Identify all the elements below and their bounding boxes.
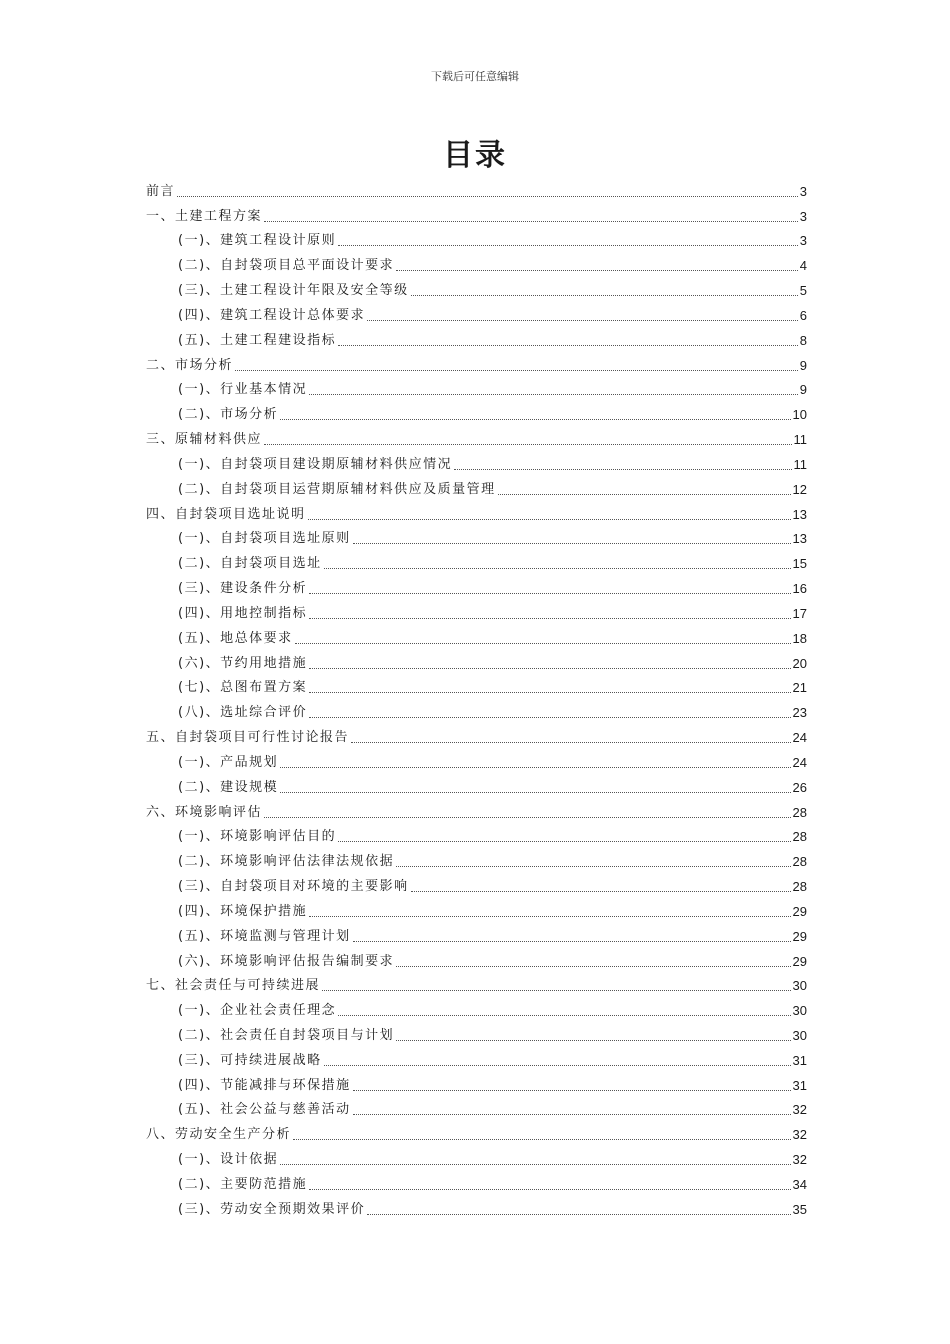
toc-entry-page-number: 26 (792, 779, 807, 795)
toc-entry[interactable] (146, 1119, 807, 1144)
toc-entry-label: (一)、设计依据 (178, 1152, 279, 1168)
toc-entry-label: (五)、土建工程建设指标 (178, 332, 337, 348)
toc-dot-leader (264, 444, 791, 445)
toc-dot-leader (353, 1114, 791, 1115)
toc-entry[interactable] (146, 325, 807, 350)
toc-entry-label: 前言 (146, 183, 176, 199)
toc-dot-leader (308, 519, 791, 520)
toc-entry-page-number: 30 (792, 978, 807, 994)
toc-entry-label: 二、市场分析 (146, 357, 234, 373)
toc-dot-leader (338, 345, 798, 346)
toc-dot-leader (280, 419, 790, 420)
toc-dot-leader (351, 742, 791, 743)
toc-entry-page-number: 3 (799, 208, 807, 224)
toc-dot-leader (309, 593, 790, 594)
toc-entry-label: (六)、节约用地措施 (178, 655, 308, 671)
toc-entry[interactable] (146, 176, 807, 201)
toc-entry-page-number: 24 (792, 754, 807, 770)
toc-dot-leader (411, 891, 791, 892)
toc-entry-page-number: 35 (792, 1201, 807, 1217)
toc-dot-leader (396, 1040, 790, 1041)
toc-entry-label: (一)、自封袋项目建设期原辅材料供应情况 (178, 456, 453, 472)
toc-entry[interactable] (146, 548, 807, 573)
toc-entry[interactable] (146, 1144, 807, 1169)
toc-entry[interactable] (146, 1070, 807, 1095)
toc-entry[interactable] (146, 797, 807, 822)
toc-entry[interactable] (146, 1045, 807, 1070)
toc-dot-leader (338, 841, 790, 842)
toc-dot-leader (324, 568, 791, 569)
toc-entry-page-number: 5 (799, 283, 807, 299)
toc-dot-leader (309, 668, 790, 669)
toc-entry-label: (六)、环境影响评估报告编制要求 (178, 953, 395, 969)
toc-dot-leader (235, 370, 798, 371)
toc-entry[interactable] (146, 350, 807, 375)
toc-entry[interactable] (146, 946, 807, 971)
toc-entry-page-number: 28 (792, 879, 807, 895)
toc-entry-label: 一、土建工程方案 (146, 208, 263, 224)
toc-entry-label: (一)、环境影响评估目的 (178, 829, 337, 845)
toc-entry-page-number: 12 (792, 481, 807, 497)
toc-entry[interactable] (146, 673, 807, 698)
toc-entry[interactable] (146, 300, 807, 325)
toc-entry-page-number: 16 (792, 581, 807, 597)
toc-entry-label: (二)、自封袋项目选址 (178, 556, 322, 572)
toc-entry[interactable] (146, 250, 807, 275)
toc-entry-page-number: 9 (799, 357, 807, 373)
toc-entry-label: 四、自封袋项目选址说明 (146, 506, 306, 522)
toc-entry[interactable] (146, 1169, 807, 1194)
toc-dot-leader (309, 394, 798, 395)
toc-entry-label: (三)、自封袋项目对环境的主要影响 (178, 879, 409, 895)
toc-entry-label: 八、劳动安全生产分析 (146, 1127, 292, 1143)
toc-dot-leader (353, 543, 791, 544)
toc-entry-label: (四)、用地控制指标 (178, 605, 308, 621)
toc-entry-label: (二)、自封袋项目运营期原辅材料供应及质量管理 (178, 481, 496, 497)
toc-dot-leader (367, 320, 798, 321)
toc-entry[interactable] (146, 822, 807, 847)
toc-dot-leader (338, 245, 798, 246)
toc-entry[interactable] (146, 871, 807, 896)
toc-entry-label: (一)、建筑工程设计原则 (178, 233, 337, 249)
toc-entry-label: 五、自封袋项目可行性讨论报告 (146, 730, 350, 746)
toc-entry-page-number: 4 (799, 258, 807, 274)
toc-entry-label: (二)、主要防范措施 (178, 1176, 308, 1192)
toc-entry[interactable] (146, 1020, 807, 1045)
toc-dot-leader (338, 1015, 790, 1016)
toc-entry[interactable] (146, 499, 807, 524)
toc-entry-page-number: 13 (792, 506, 807, 522)
toc-entry-page-number: 13 (792, 531, 807, 547)
toc-dot-leader (353, 1090, 791, 1091)
toc-entry-page-number: 31 (792, 1052, 807, 1068)
toc-entry-page-number: 32 (792, 1127, 807, 1143)
toc-dot-leader (264, 817, 791, 818)
toc-entry-label: (五)、环境监测与管理计划 (178, 928, 351, 944)
toc-dot-leader (309, 717, 790, 718)
toc-entry[interactable] (146, 275, 807, 300)
toc-dot-leader (396, 866, 790, 867)
toc-dot-leader (324, 1065, 791, 1066)
toc-entry-page-number: 30 (792, 1003, 807, 1019)
toc-entry-page-number: 24 (792, 730, 807, 746)
toc-entry-label: 三、原辅材料供应 (146, 432, 263, 448)
toc-entry[interactable] (146, 201, 807, 226)
toc-entry-page-number: 30 (792, 1027, 807, 1043)
toc-entry[interactable] (146, 921, 807, 946)
toc-entry-label: (二)、建设规模 (178, 779, 279, 795)
toc-entry-label: (一)、企业社会责任理念 (178, 1003, 337, 1019)
toc-dot-leader (280, 1164, 790, 1165)
toc-dot-leader (322, 990, 791, 991)
toc-entry-label: (三)、建设条件分析 (178, 581, 308, 597)
toc-dot-leader (353, 941, 791, 942)
toc-entry-label: (五)、社会公益与慈善活动 (178, 1102, 351, 1118)
toc-entry-label: (四)、节能减排与环保措施 (178, 1077, 351, 1093)
toc-entry[interactable] (146, 995, 807, 1020)
toc-entry-label: (四)、环境保护措施 (178, 903, 308, 919)
toc-entry[interactable] (146, 772, 807, 797)
toc-entry-page-number: 3 (799, 233, 807, 249)
toc-entry[interactable] (146, 474, 807, 499)
toc-entry-page-number: 10 (792, 407, 807, 423)
toc-entry[interactable] (146, 747, 807, 772)
toc-entry[interactable] (146, 424, 807, 449)
toc-entry[interactable] (146, 722, 807, 747)
toc-entry[interactable] (146, 399, 807, 424)
toc-entry-page-number: 20 (792, 655, 807, 671)
toc-entry[interactable] (146, 375, 807, 400)
toc-entry[interactable] (146, 1095, 807, 1120)
toc-entry-page-number: 21 (792, 680, 807, 696)
toc-entry-page-number: 34 (792, 1176, 807, 1192)
toc-dot-leader (396, 270, 798, 271)
toc-entry-page-number: 9 (799, 382, 807, 398)
toc-entry[interactable] (146, 1194, 807, 1219)
toc-entry-page-number: 17 (792, 605, 807, 621)
toc-dot-leader (309, 692, 790, 693)
toc-entry-label: (三)、劳动安全预期效果评价 (178, 1201, 366, 1217)
toc-entry-label: (四)、建筑工程设计总体要求 (178, 307, 366, 323)
toc-entry-page-number: 18 (792, 630, 807, 646)
toc-entry-page-number: 6 (799, 307, 807, 323)
toc-entry-label: 七、社会责任与可持续进展 (146, 978, 321, 994)
toc-entry-page-number: 8 (799, 332, 807, 348)
toc-entry[interactable] (146, 598, 807, 623)
toc-entry-label: (二)、自封袋项目总平面设计要求 (178, 258, 395, 274)
toc-entry-label: (二)、环境影响评估法律法规依据 (178, 854, 395, 870)
toc-dot-leader (295, 643, 791, 644)
toc-entry-page-number: 15 (792, 556, 807, 572)
toc-entry[interactable] (146, 896, 807, 921)
toc-entry-label: (二)、社会责任自封袋项目与计划 (178, 1027, 395, 1043)
toc-entry-page-number: 32 (792, 1152, 807, 1168)
toc-entry[interactable] (146, 648, 807, 673)
toc-dot-leader (309, 1189, 790, 1190)
toc-dot-leader (498, 494, 791, 495)
toc-entry-label: (七)、总图布置方案 (178, 680, 308, 696)
toc-entry-page-number: 32 (792, 1102, 807, 1118)
toc-dot-leader (396, 966, 790, 967)
toc-entry[interactable] (146, 449, 807, 474)
toc-entry-page-number: 28 (792, 804, 807, 820)
toc-entry-page-number: 31 (792, 1077, 807, 1093)
toc-dot-leader (309, 916, 790, 917)
toc-entry-page-number: 28 (792, 854, 807, 870)
toc-entry[interactable] (146, 573, 807, 598)
toc-entry-label: (二)、市场分析 (178, 407, 279, 423)
toc-entry-label: (五)、地总体要求 (178, 630, 293, 646)
toc-entry-label: (三)、可持续进展战略 (178, 1052, 322, 1068)
toc-entry[interactable] (146, 623, 807, 648)
toc-entry-page-number: 11 (793, 456, 807, 472)
toc-entry-page-number: 3 (799, 183, 807, 199)
toc-dot-leader (411, 295, 798, 296)
toc-dot-leader (264, 221, 798, 222)
toc-dot-leader (280, 792, 790, 793)
toc-dot-leader (309, 618, 790, 619)
toc-entry[interactable] (146, 971, 807, 996)
toc-entry-page-number: 11 (793, 432, 807, 448)
toc-entry-label: (三)、土建工程设计年限及安全等级 (178, 283, 409, 299)
toc-dot-leader (293, 1139, 791, 1140)
page-header: 下载后可任意编辑 (431, 70, 519, 83)
toc-entry-page-number: 23 (792, 705, 807, 721)
toc-entry-label: 六、环境影响评估 (146, 804, 263, 820)
toc-entry-label: (一)、自封袋项目选址原则 (178, 531, 351, 547)
toc-entry[interactable] (146, 226, 807, 251)
toc-dot-leader (177, 196, 798, 197)
toc-entry-page-number: 29 (792, 928, 807, 944)
toc-dot-leader (454, 469, 791, 470)
toc-entry-label: (八)、选址综合评价 (178, 705, 308, 721)
toc-entry[interactable] (146, 697, 807, 722)
toc-entry-label: (一)、行业基本情况 (178, 382, 308, 398)
toc-entry-page-number: 28 (792, 829, 807, 845)
toc-entry-label: (一)、产品规划 (178, 754, 279, 770)
toc-dot-leader (367, 1214, 790, 1215)
table-of-contents (146, 176, 807, 1219)
toc-entry[interactable] (146, 524, 807, 549)
toc-title: 目录 (443, 138, 507, 173)
toc-entry[interactable] (146, 846, 807, 871)
toc-entry-page-number: 29 (792, 953, 807, 969)
toc-dot-leader (280, 767, 790, 768)
toc-entry-page-number: 29 (792, 903, 807, 919)
